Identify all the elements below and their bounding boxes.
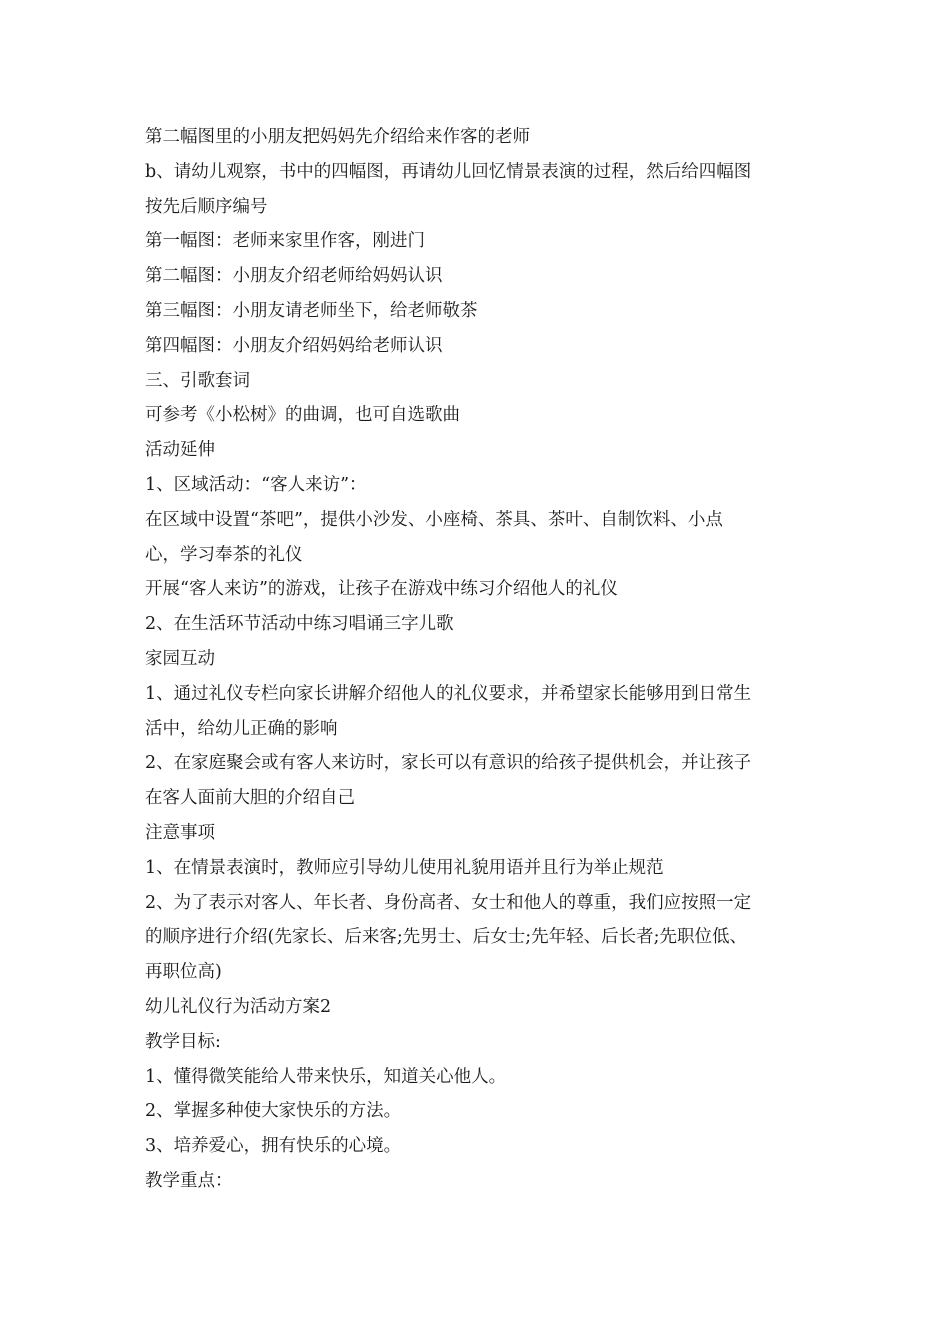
section-heading: 注意事项 <box>145 822 215 843</box>
text-line: 2、在生活环节活动中练习唱诵三字儿歌 <box>145 614 454 635</box>
text-line: 在区域中设置“茶吧”，提供小沙发、小座椅、茶具、茶叶、自制饮料、小点 <box>145 509 723 530</box>
document-body <box>145 120 810 1199</box>
text-line: 1、通过礼仪专栏向家长讲解介绍他人的礼仪要求，并希望家长能够用到日常生 <box>145 683 752 704</box>
text-line: 第二幅图里的小朋友把妈妈先介绍给来作客的老师 <box>145 127 530 147</box>
text-line: b、请幼儿观察，书中的四幅图，再请幼儿回忆情景表演的过程，然后给四幅图 <box>145 161 752 182</box>
text-line: 的顺序进行介绍(先家长、后来客;先男士、后女士;先年轻、后长者;先职位低、 <box>145 927 748 948</box>
text-line: 心，学习奉茶的礼仪 <box>145 544 303 565</box>
text-line: 1、在情景表演时，教师应引导幼儿使用礼貌用语并且行为举止规范 <box>145 857 664 878</box>
text-line: 可参考《小松树》的曲调，也可自选歌曲 <box>145 405 460 426</box>
section-heading: 幼儿礼仪行为活动方案2 <box>145 996 332 1017</box>
text-line: 2、为了表示对客人、年长者、身份高者、女士和他人的尊重，我们应按照一定 <box>145 892 752 913</box>
section-heading: 教学重点： <box>145 1170 233 1191</box>
section-heading: 家园互动 <box>145 648 215 669</box>
section-heading: 活动延伸 <box>145 440 215 461</box>
text-line: 第二幅图：小朋友介绍老师给妈妈认识 <box>145 266 443 287</box>
text-line: 活中，给幼儿正确的影响 <box>145 718 338 739</box>
text-line: 2、在家庭聚会或有客人来访时，家长可以有意识的给孩子提供机会，并让孩子 <box>145 753 752 774</box>
text-line: 开展“客人来访”的游戏，让孩子在游戏中练习介绍他人的礼仪 <box>145 579 618 600</box>
text-line: 按先后顺序编号 <box>145 196 268 217</box>
text-line: 1、区域活动：“客人来访”： <box>145 474 367 495</box>
text-line: 第一幅图：老师来家里作客，刚进门 <box>145 231 425 252</box>
text-line: 再职位高) <box>145 962 222 983</box>
text-line: 第四幅图：小朋友介绍妈妈给老师认识 <box>145 335 443 356</box>
section-heading: 教学目标: <box>145 1031 221 1052</box>
section-heading: 三、引歌套词 <box>145 370 250 391</box>
text-line: 第三幅图：小朋友请老师坐下，给老师敬茶 <box>145 300 478 321</box>
text-line: 2、掌握多种使大家快乐的方法。 <box>145 1101 402 1122</box>
text-line: 在客人面前大胆的介绍自己 <box>145 788 355 809</box>
text-line: 1、懂得微笑能给人带来快乐，知道关心他人。 <box>145 1066 507 1087</box>
text-line: 3、培养爱心，拥有快乐的心境。 <box>145 1136 402 1157</box>
